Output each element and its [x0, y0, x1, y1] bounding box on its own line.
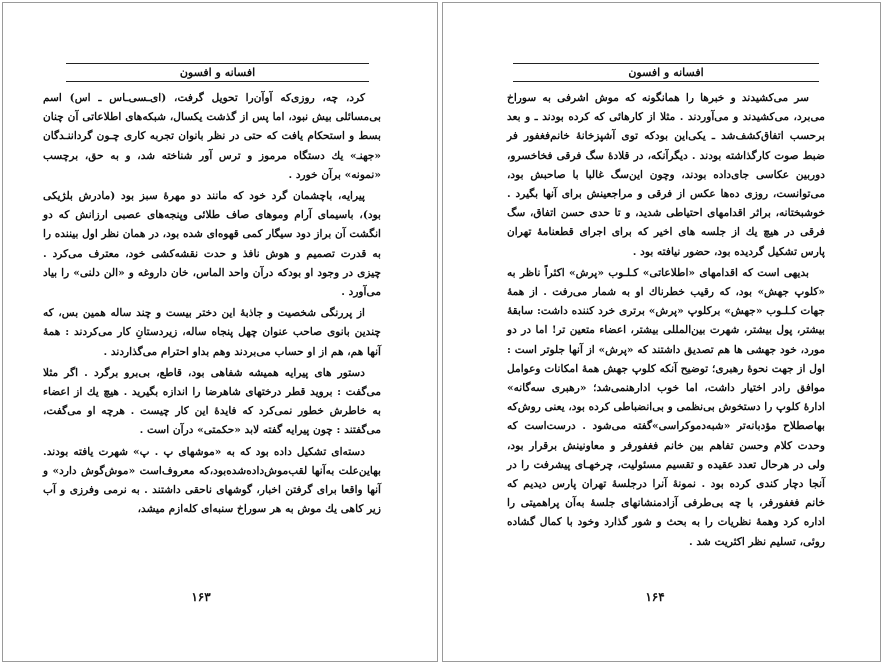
paragraph: پیرایه، باچشمان گرد خود که مانند دو مهرهٔ سبز بود (مادرش بلژیکی بود)، باسیمای آرام وموهای صاف طلائی وپنجه‌های عصبی ارزانش که دو انگشت آن براز دود سیگار کمی قهوه‌ای شده بود، در همان نظر اول بیننده را به قدرت تصمیم و هوش نافذ و حدت نقشه‌کشی خود، معترف می‌کرد . چیزی در وجود او بودکه درآن واحد الماس، خان داروغه و «الن دلنی» را بیاد می‌آورد .	[43, 190, 381, 299]
left-page	[2, 2, 438, 662]
paragraph: دسته‌ای تشکیل داده بود که به «موشهای پ . پ» شهرت یافته بودند. بهاین‌علت به‌آنها لقب‌موش‌داده‌شده‌بود،که معروف‌است «موش‌گوش دارد» و آنها واقعا برای گرفتن اخبار، گوشهای ناحقی داشتند . به نرمی وفرزی و آب زیر کاهی یك موش به هر سوراخ سنبه‌ای کله‌ازم میشد،	[43, 445, 381, 516]
paragraph: کرد، چه، روزی‌که آوآن‌را تحویل گرفت، (ای‌ـسی‌ـاس ـ اس) اسم بی‌مسائلی بیش نبود، اما پس از گذشت یکسال، شبکه‌های اطلاعاتی آن چنان بسط و استحکام یافت که حتی در نظر بانوان تجربه کاری چـون گرداننـدگان «جهنـ» یك دستگاه مرموز و ترس آور شناخته شد، و به حق، برچسب «نمونه» برآن خورد .	[43, 92, 381, 181]
page-body	[43, 89, 381, 521]
page-body	[507, 89, 825, 554]
paragraph: از پررنگی شخصیت و جاذبهٔ این دختر بیست و چند ساله همین بس، که چندین بانوی صاحب عنوان چهل پنجاه ساله، زیردستانِ کار می‌کردند : همهٔ آنها هم، هم از او حساب می‌بردند وهم بداو احترام می‌گذاردند .	[43, 307, 381, 358]
page-number: ۱۶۳	[191, 590, 211, 604]
running-header: افسانه و افسون	[66, 63, 369, 82]
page-number: ۱۶۴	[645, 590, 665, 604]
running-header: افسانه و افسون	[513, 63, 819, 82]
paragraph: بدیهی است که اقدامهای «اطلاعاتی» کـلـوب «پرش» اکثراً ناظر به «کلوپ جهش» بود، که رقیب خطرناك او به شمار می‌رفت . از همهٔ جهات کـلـوب «جهش» برکلوپ «پرش» برتری خرد کننده داشت: سابقهٔ بیشتر، پول بیشتر، شهرت بین‌المللی بیشتر، اعضاء متعین تر! اما در دو مورد، خود جهشی ها هم تصدیق داشتند که «پرش» از آنها جلوتر است : اول از جهت نحوهٔ رهبری؛ توضیح آنکه کلوپ جهش همهٔ امکانات وعوامل موافق رادر اختیار داشت، اما خوب ادارهنمی‌شد؛ «رهبری سه‌گانه» ادارهٔ کلوپ را دستخوش بی‌نظمی و بی‌انضباطی کرده بود، یعنی روش‌که بهاصطلاح مؤدبانه‌تر «شبه‌دموکراسی»گفته می‌شود . درست‌است که وحدت کلام وحسن تفاهم بین خانم فغفورفر و معاونینش برقرار بود، ولی در هرحال تعدد عقیده و تقسیم مسئولیت، چرخهـای پیشرفت را در آنجا دچار کندی کرده بود . نمونهٔ آنرا درجلسهٔ تهران پارس دیدیم که خانم فغفورفر، با چه بی‌طرفی آزادمنشانهای جلسهٔ به‌آن پراهمیتی را اداره کرد وهمهٔ نظریات را به بحث و شور گذارد وخود با کمال گشاده روئی، تسلیم نظر اکثریت شد .	[507, 266, 825, 548]
right-page	[442, 2, 881, 662]
paragraph: دستور های پیرایه همیشه شفاهی بود، قاطع، بی‌برو برگرد . اگر مثلا می‌گفت : بروید قطر درختهای شاهرضا را اندازه بگیرید . هیچ یك از اعضاء به خاطرش خطور نمی‌کرد که فایدهٔ این کار چیست . هرچه او می‌گفت، می‌گفتند : چون پیرایه گفته لابد «حکمتی» درآن است .	[43, 366, 381, 437]
paragraph: سر می‌کشیدند و خبرها را همانگونه که موش اشرفی به سوراخ می‌برد، می‌کشیدند و می‌آوردند . مثلا از کارهائی که کرده بودند ـ و بعد برحسب اتفاق‌کشف‌شد ـ یکی‌این بودکه توی آشپزخانهٔ خانم‌فغفور فر ضبط صوت کارگذاشته بودند . دیگرآنکه، در قلادهٔ سگ فرقی فخاخسرو، دوربین عکاسی جای‌داده بودند، وچون این‌سگ غالبا با صاحبش بود، می‌توانست، روزی ده‌ها عکس از فرقی و مراجعینش برای آنها بگیرد . خوشبختانه، براثر اقدامهای احتیاطی شدید، و تا حدی حسن اتفاق، سگ فرقی در هیچ یك از جلسه های اخیر که برای اجرای قطعنامهٔ تهران پارس تشکیل گردیده بود، حضور نیافته بود .	[507, 92, 825, 258]
